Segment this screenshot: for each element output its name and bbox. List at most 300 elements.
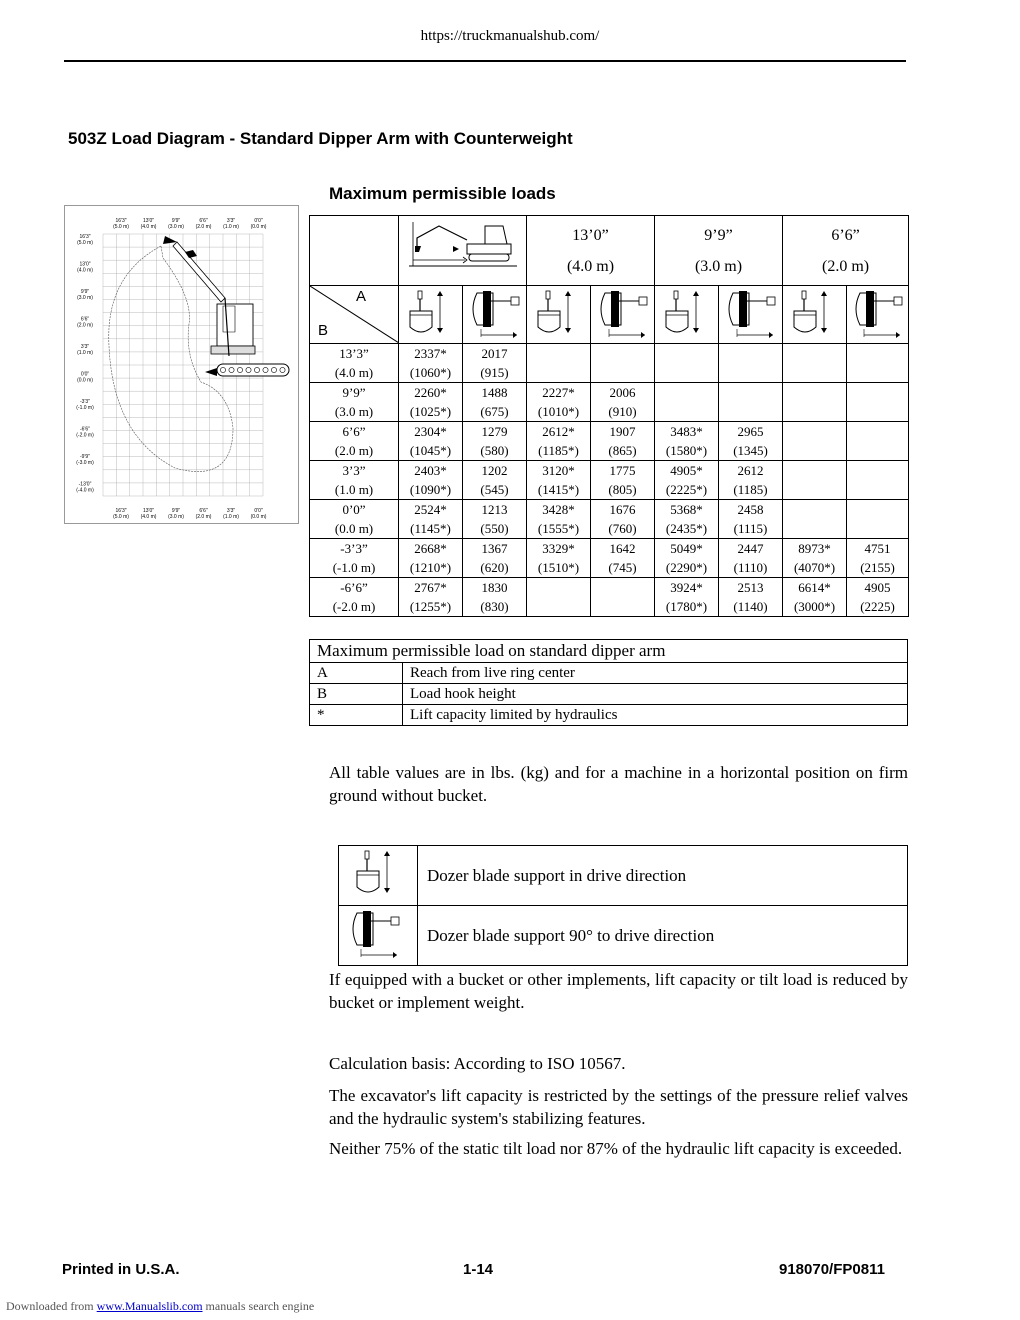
load-lbs: 2447 [737, 541, 764, 556]
load-kg: (1185) [733, 482, 768, 497]
load-cell [847, 344, 909, 383]
load-cell [463, 539, 527, 578]
load-kg: (2225*) [665, 482, 708, 497]
blade-90-icon [347, 907, 409, 959]
height-m: (1.0 m) [334, 482, 374, 497]
load-lbs: 1202 [481, 463, 508, 478]
load-cell [719, 500, 783, 539]
load-table-body [310, 344, 909, 617]
load-cell [655, 422, 719, 461]
load-table [309, 215, 909, 617]
download-line [6, 1299, 314, 1314]
load-lbs [847, 344, 908, 363]
icon-cell [783, 286, 847, 344]
diagram-side-label: -9'9" [80, 454, 90, 460]
load-kg: (1580*) [665, 443, 708, 458]
icon-cell [463, 286, 527, 344]
icon-cell [527, 286, 591, 344]
load-kg: (1010*) [537, 404, 580, 419]
load-cell [847, 578, 909, 617]
diagram-top-label-m: (5.0 m) [113, 224, 129, 230]
blade-drive-icon [790, 287, 840, 339]
load-lbs [527, 344, 590, 363]
diagram-top-label: 0'0" [254, 218, 263, 224]
blade-drive-icon [662, 287, 712, 339]
load-cell [591, 500, 655, 539]
load-cell [719, 344, 783, 383]
load-cell [655, 578, 719, 617]
load-lbs [847, 422, 908, 441]
load-kg [783, 519, 846, 538]
load-kg [591, 363, 654, 382]
legend-key: B [310, 684, 403, 705]
load-cell [719, 422, 783, 461]
load-kg: (805) [608, 482, 637, 497]
load-cell [655, 383, 719, 422]
load-lbs: 2524* [414, 502, 447, 517]
dozer-icon-cell [339, 906, 418, 966]
load-lbs [783, 422, 846, 441]
reach-m: (2.0 m) [821, 257, 870, 275]
diagram-side-label: 13'0" [79, 261, 91, 268]
load-lbs: 2767* [414, 580, 447, 595]
implement-note: If equipped with a bucket or other implements, lift capacity or tilt load is reduced by bucket or implement weight. [329, 970, 908, 1012]
load-kg: (1345) [733, 443, 768, 458]
load-kg: (1140) [733, 599, 768, 614]
load-kg: (1415*) [537, 482, 580, 497]
diagram-top-label: 6'6" [199, 218, 208, 224]
load-kg: (1210*) [409, 560, 452, 575]
load-cell [527, 383, 591, 422]
values-note: All table values are in lbs. (kg) and for a machine in a horizontal position on firm ground without bucket. [329, 763, 908, 805]
load-lbs: 2612 [737, 463, 764, 478]
diagram-side-label: 6'6" [80, 316, 90, 323]
excavator-header-cell [399, 216, 527, 286]
excavator-icon [403, 216, 523, 274]
blade-90-icon [723, 287, 779, 339]
load-kg: (1110) [733, 560, 768, 575]
load-kg [655, 363, 718, 382]
icon-cell [399, 286, 463, 344]
load-lbs [719, 383, 782, 402]
table-row [310, 344, 909, 383]
diagram-side-label-m: (-2.0 m) [76, 432, 94, 439]
load-cell [463, 422, 527, 461]
load-cell [527, 344, 591, 383]
diagram-side-label: -3'3" [80, 399, 90, 405]
load-kg: (830) [480, 599, 509, 614]
diagram-side-label: -6'6" [80, 426, 90, 433]
height-cell [310, 461, 399, 500]
load-cell [591, 461, 655, 500]
height-ft: 0’0” [342, 502, 366, 517]
table-row [310, 539, 909, 578]
load-kg [527, 597, 590, 616]
dozer-icon-cell [339, 846, 418, 906]
reach-header-9ft [655, 216, 783, 286]
load-lbs: 2227* [542, 385, 575, 400]
load-lbs: 1367 [481, 541, 508, 556]
load-kg [847, 480, 908, 499]
icon-cell [847, 286, 909, 344]
load-cell [719, 578, 783, 617]
load-lbs: 2612* [542, 424, 575, 439]
load-lbs: 4751 [864, 541, 891, 556]
diagram-bottom-label-m: (3.0 m) [168, 514, 184, 520]
height-m: (-1.0 m) [332, 560, 376, 575]
load-lbs [783, 461, 846, 480]
load-kg: (1090*) [409, 482, 452, 497]
load-cell [783, 383, 847, 422]
reach-header-13ft [527, 216, 655, 286]
height-cell [310, 500, 399, 539]
load-cell [591, 383, 655, 422]
load-lbs: 1213 [481, 502, 508, 517]
tilt-note: Neither 75% of the static tilt load nor 87% of the hydraulic lift capacity is exceeded. [329, 1139, 903, 1158]
load-kg: (745) [608, 560, 637, 575]
diagram-bottom-label-m: (1.0 m) [223, 514, 239, 520]
height-ft: 9’9” [342, 385, 366, 400]
diagram-side-label-m: (2.0 m) [77, 322, 93, 329]
height-m: (-2.0 m) [332, 599, 376, 614]
height-cell [310, 344, 399, 383]
load-kg [847, 441, 908, 460]
reach-header-6ft [783, 216, 909, 286]
diagram-top-label-m: (1.0 m) [223, 224, 239, 230]
load-lbs: 2513 [737, 580, 764, 595]
load-diagram [64, 205, 299, 524]
load-lbs: 3329* [542, 541, 575, 556]
load-lbs: 1676 [609, 502, 636, 517]
height-m: (4.0 m) [334, 365, 374, 380]
load-lbs: 1907 [609, 424, 636, 439]
load-kg: (1115) [733, 521, 768, 536]
load-lbs [847, 461, 908, 480]
load-lbs: 3483* [670, 424, 703, 439]
load-kg: (1060*) [409, 365, 452, 380]
load-kg: (2155) [860, 560, 895, 575]
load-cell [399, 344, 463, 383]
load-lbs: 2006 [609, 385, 636, 400]
blade-90-icon [595, 287, 651, 339]
load-cell [527, 461, 591, 500]
icon-cell [719, 286, 783, 344]
diagram-top-label: 16'3" [115, 218, 127, 224]
diagram-bottom-label-m: (4.0 m) [140, 514, 157, 520]
site-url[interactable]: https://truckmanualshub.com/ [420, 28, 600, 44]
load-lbs [655, 383, 718, 402]
legend-key: A [310, 663, 403, 684]
load-cell [783, 461, 847, 500]
diagram-bottom-label: 0'0" [254, 508, 263, 514]
load-cell [783, 422, 847, 461]
diagram-bottom-label: 9'9" [171, 508, 181, 514]
load-lbs: 3120* [542, 463, 575, 478]
load-lbs: 5368* [670, 502, 703, 517]
dozer-table [338, 845, 908, 966]
load-lbs: 4905 [864, 580, 891, 595]
load-lbs: 6614* [798, 580, 831, 595]
axis-b-label: B [318, 322, 329, 339]
diagram-side-label: 9'9" [80, 289, 90, 295]
legend-table [309, 639, 908, 726]
load-lbs: 4905* [670, 463, 703, 478]
diagram-side-label: -13'0" [78, 481, 92, 488]
reach-ft: 9’9” [704, 226, 733, 244]
load-cell [847, 539, 909, 578]
diagram-top-label: 9'9" [171, 218, 181, 224]
diagram-bottom-label-m: (0.0 m) [250, 514, 267, 520]
load-lbs [591, 344, 654, 363]
diagram-side-label-m: (0.0 m) [77, 377, 93, 384]
load-kg [847, 519, 908, 538]
load-lbs: 5049* [670, 541, 703, 556]
load-cell [655, 461, 719, 500]
load-lbs: 3428* [542, 502, 575, 517]
diagram-top-label: 3'3" [226, 218, 236, 224]
load-kg: (1185*) [538, 443, 579, 458]
footer-doc-id: 918070/FP0811 [779, 1261, 885, 1278]
load-kg [719, 402, 782, 421]
diagram-bottom-label-m: (2.0 m) [195, 514, 212, 520]
diagram-side-label: 16'3" [79, 234, 91, 240]
icon-cell [655, 286, 719, 344]
height-ft: 13’3” [339, 346, 369, 361]
dozer-ninety-text: Dozer blade support 90° to drive direction [418, 906, 908, 966]
load-kg [527, 363, 590, 382]
height-cell [310, 383, 399, 422]
load-cell [591, 422, 655, 461]
load-cell [527, 578, 591, 617]
load-kg: (760) [608, 521, 637, 536]
header-blank-cell [310, 216, 399, 286]
load-cell [399, 383, 463, 422]
calc-basis: Calculation basis: According to ISO 10567. [329, 1054, 626, 1073]
diagram-top-label-m: (2.0 m) [195, 224, 212, 230]
load-cell [527, 539, 591, 578]
table-row [310, 500, 909, 539]
load-lbs [527, 578, 590, 597]
manualslib-link[interactable]: www.Manualslib.com [96, 1299, 203, 1313]
load-kg: (1145*) [410, 521, 451, 536]
load-kg: (2290*) [665, 560, 708, 575]
load-cell [399, 539, 463, 578]
load-kg: (2225) [860, 599, 895, 614]
load-cell [847, 383, 909, 422]
dozer-drive-text: Dozer blade support in drive direction [418, 846, 908, 906]
load-lbs: 8973* [798, 541, 831, 556]
load-kg: (1780*) [665, 599, 708, 614]
load-kg: (580) [480, 443, 509, 458]
load-kg: (3000*) [793, 599, 836, 614]
load-cell [847, 500, 909, 539]
blade-90-icon [850, 287, 906, 339]
load-kg [719, 363, 782, 382]
diagram-bottom-label: 13'0" [142, 508, 155, 514]
load-kg: (1555*) [537, 521, 580, 536]
load-kg: (865) [608, 443, 637, 458]
restriction-note: The excavator's lift capacity is restricted by the settings of the pressure relief valves and the hydraulic system's stabilizing features. [329, 1086, 908, 1128]
legend-value: Load hook height [403, 684, 908, 705]
load-kg: (4070*) [793, 560, 836, 575]
load-lbs: 2458 [737, 502, 764, 517]
load-lbs: 1642 [609, 541, 636, 556]
diagram-bottom-label-m: (5.0 m) [113, 514, 129, 520]
diagram-side-label-m: (3.0 m) [77, 295, 93, 301]
load-kg [783, 363, 846, 382]
load-cell [463, 344, 527, 383]
load-cell [463, 500, 527, 539]
load-cell [847, 461, 909, 500]
load-cell [719, 461, 783, 500]
max-loads-title: Maximum permissible loads [329, 184, 556, 203]
load-kg: (550) [480, 521, 509, 536]
load-lbs [783, 344, 846, 363]
load-kg: (1255*) [409, 599, 452, 614]
blade-drive-icon [406, 287, 456, 339]
diagram-top-label-m: (0.0 m) [250, 224, 267, 230]
diagram-side-label-m: (1.0 m) [77, 350, 93, 356]
height-ft: 6’6” [342, 424, 366, 439]
load-lbs: 2668* [414, 541, 447, 556]
load-cell [719, 383, 783, 422]
load-cell [719, 539, 783, 578]
height-m: (3.0 m) [334, 404, 374, 419]
height-ft: -3’3” [340, 541, 368, 556]
load-lbs: 2965 [737, 424, 764, 439]
footer-page-number: 1-14 [463, 1261, 494, 1278]
height-cell [310, 578, 399, 617]
load-cell [783, 500, 847, 539]
load-kg [847, 402, 908, 421]
height-ft: 3’3” [342, 463, 366, 478]
load-lbs [847, 500, 908, 519]
reach-m: (3.0 m) [694, 257, 743, 275]
diagram-bottom-label: 16'3" [115, 508, 127, 514]
load-lbs [591, 578, 654, 597]
load-cell [783, 578, 847, 617]
reach-m: (4.0 m) [566, 257, 615, 275]
legend-key: * [310, 705, 403, 726]
load-cell [463, 461, 527, 500]
load-lbs: 1279 [481, 424, 508, 439]
axis-a-label: A [355, 288, 366, 305]
height-cell [310, 422, 399, 461]
load-lbs: 1488 [481, 385, 508, 400]
blade-drive-icon [353, 847, 403, 899]
height-m: (0.0 m) [334, 521, 374, 536]
table-row [310, 461, 909, 500]
table-row [310, 578, 909, 617]
diagram-side-label: 3'3" [80, 344, 90, 350]
load-lbs: 1830 [481, 580, 508, 595]
load-lbs: 2304* [414, 424, 447, 439]
load-lbs [783, 500, 846, 519]
download-prefix: Downloaded from [6, 1299, 94, 1313]
load-cell [591, 539, 655, 578]
load-kg [847, 363, 908, 382]
icon-cell [591, 286, 655, 344]
load-cell [399, 461, 463, 500]
load-lbs [655, 344, 718, 363]
diagram-side-label-m: (4.0 m) [77, 267, 93, 274]
load-cell [591, 344, 655, 383]
load-kg: (1045*) [409, 443, 452, 458]
footer-print: Printed in U.S.A. [62, 1261, 180, 1278]
diagram-side-label-m: (5.0 m) [77, 240, 93, 246]
load-cell [527, 422, 591, 461]
load-lbs: 1775 [609, 463, 636, 478]
load-cell [655, 539, 719, 578]
top-rule [64, 60, 906, 62]
reach-ft: 6’6” [831, 226, 860, 244]
section-title: 503Z Load Diagram - Standard Dipper Arm with Counterweight [68, 129, 573, 148]
load-lbs [847, 383, 908, 402]
load-lbs: 2017 [481, 346, 508, 361]
load-kg [783, 402, 846, 421]
load-kg: (910) [608, 404, 637, 419]
load-cell [655, 500, 719, 539]
load-cell [783, 344, 847, 383]
height-ft: -6’6” [340, 580, 368, 595]
diagram-top-label: 13'0" [142, 218, 155, 224]
load-cell [463, 578, 527, 617]
load-kg: (1510*) [537, 560, 580, 575]
load-cell [591, 578, 655, 617]
height-m: (2.0 m) [334, 443, 374, 458]
load-lbs: 2403* [414, 463, 447, 478]
legend-title: Maximum permissible load on standard dipper arm [310, 640, 908, 663]
blade-90-icon [467, 287, 523, 339]
load-kg [783, 441, 846, 460]
table-row [310, 383, 909, 422]
axis-header-cell [310, 286, 399, 344]
load-cell [847, 422, 909, 461]
diagram-top-label-m: (3.0 m) [168, 224, 184, 230]
load-kg [655, 402, 718, 421]
diagram-side-label-m: (-4.0 m) [76, 487, 94, 494]
load-cell [783, 539, 847, 578]
reach-ft: 13’0” [572, 226, 609, 244]
height-cell [310, 539, 399, 578]
load-kg [783, 480, 846, 499]
diagram-bottom-label: 3'3" [226, 508, 236, 514]
table-row [310, 422, 909, 461]
load-cell [399, 422, 463, 461]
load-lbs [719, 344, 782, 363]
legend-value: Reach from live ring center [403, 663, 908, 684]
load-kg [591, 597, 654, 616]
load-kg: (2435*) [665, 521, 708, 536]
diagram-bottom-label: 6'6" [199, 508, 208, 514]
diagram-side-label-m: (-1.0 m) [76, 405, 94, 411]
load-kg: (675) [480, 404, 509, 419]
blade-drive-icon [534, 287, 584, 339]
load-cell [527, 500, 591, 539]
diagram-side-label: 0'0" [80, 371, 90, 378]
load-kg: (545) [480, 482, 509, 497]
download-suffix: manuals search engine [205, 1299, 315, 1313]
diagram-side-label-m: (-3.0 m) [76, 460, 94, 466]
diagram-top-label-m: (4.0 m) [140, 224, 157, 230]
load-lbs: 3924* [670, 580, 703, 595]
load-lbs [783, 383, 846, 402]
load-kg: (915) [480, 365, 509, 380]
load-kg: (620) [480, 560, 509, 575]
legend-value: Lift capacity limited by hydraulics [403, 705, 908, 726]
load-cell [399, 578, 463, 617]
load-kg: (1025*) [409, 404, 452, 419]
